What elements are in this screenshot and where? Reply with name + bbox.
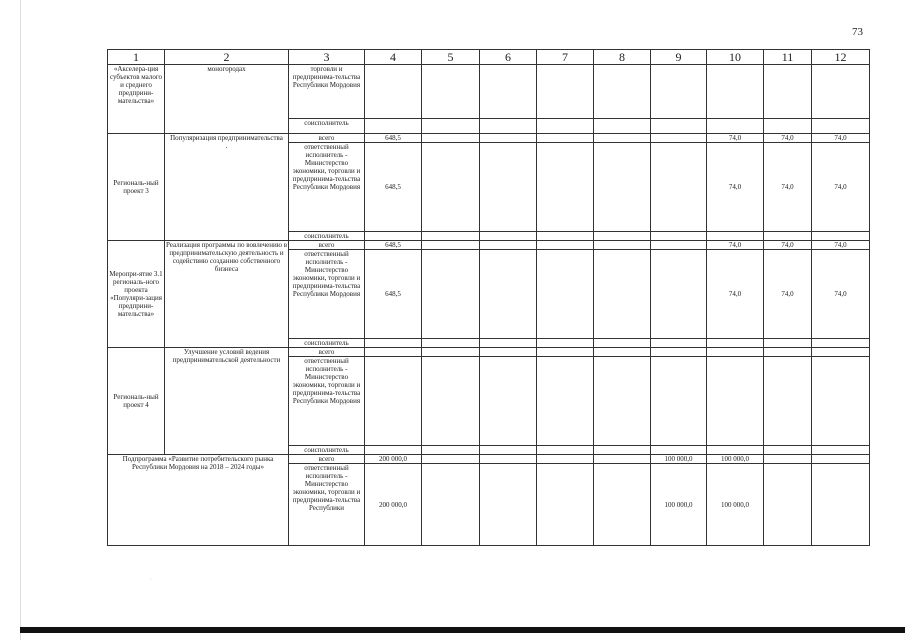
- header-cell: 11: [764, 50, 812, 65]
- value-cell: 648,5: [365, 250, 422, 339]
- value-cell: 200 000,0: [365, 455, 422, 464]
- header-cell: 9: [651, 50, 707, 65]
- value-cell: 74,0: [812, 250, 870, 339]
- coexecutor-cell: соисполнитель: [289, 119, 365, 134]
- executor-cell: ответственный исполнитель - Министерство экономики, торговли и предпринима-тельства Республики Мордовия: [289, 250, 365, 339]
- table-row: [108, 134, 870, 143]
- value-cell: 648,5: [365, 134, 422, 143]
- table-row: [108, 455, 870, 464]
- value-cell: 74,0: [707, 134, 764, 143]
- activity-name-cell: Меропри-ятие 3.1 региональ-ного проекта «Популяри-зация предприни-мательства»: [108, 241, 165, 348]
- value-cell: 74,0: [764, 134, 812, 143]
- value-cell: 648,5: [365, 143, 422, 232]
- scan-edge: [20, 0, 21, 640]
- header-row: [108, 50, 870, 65]
- coexecutor-cell: соисполнитель: [289, 446, 365, 455]
- activity-name-cell: Региональ-ный проект 3: [108, 134, 165, 241]
- table-row: [108, 348, 870, 357]
- total-label-cell: всего: [289, 134, 365, 143]
- total-label-cell: всего: [289, 241, 365, 250]
- value-cell: 100 000,0: [707, 455, 764, 464]
- description-cell: Реализация программы по вовлечению в предпринимательскую деятельность и содействию созданию собственного бизнеса: [165, 241, 289, 348]
- coexecutor-cell: соисполнитель: [289, 232, 365, 241]
- header-cell: 1: [108, 50, 165, 65]
- executor-cell: торговли и предпринима-тельства Республики Мордовия: [289, 65, 365, 119]
- value-cell: 74,0: [812, 241, 870, 250]
- scan-bottom-edge: [20, 627, 905, 633]
- header-cell: 8: [594, 50, 651, 65]
- stray-mark: .: [225, 142, 228, 150]
- header-cell: 12: [812, 50, 870, 65]
- header-cell: 6: [480, 50, 537, 65]
- description-cell: [165, 134, 289, 241]
- activity-name-cell: Региональ-ный проект 4: [108, 348, 165, 455]
- table-row: [108, 241, 870, 250]
- page-number: 73: [852, 26, 863, 38]
- value-cell: 74,0: [812, 143, 870, 232]
- header-cell: 3: [289, 50, 365, 65]
- value-cell: 200 000,0: [365, 464, 422, 546]
- value-cell: 74,0: [764, 250, 812, 339]
- value-cell: 74,0: [764, 241, 812, 250]
- total-label-cell: всего: [289, 455, 365, 464]
- value-cell: 648,5: [365, 241, 422, 250]
- header-cell: 2: [165, 50, 289, 65]
- description-cell: Улучшение условий ведения предпринимательской деятельности: [165, 348, 289, 455]
- executor-cell: ответственный исполнитель - Министерство экономики, торговли и предпринима-тельства Республики Мордовия: [289, 357, 365, 446]
- description-cell: моногородах: [165, 65, 289, 134]
- scan-speck: ·: [150, 577, 152, 583]
- value-cell: 100 000,0: [651, 464, 707, 546]
- total-label-cell: всего: [289, 348, 365, 357]
- value-cell: 74,0: [707, 241, 764, 250]
- value-cell: 74,0: [707, 250, 764, 339]
- table-row: [108, 65, 870, 119]
- value-cell: 74,0: [812, 134, 870, 143]
- value-cell: 74,0: [764, 143, 812, 232]
- subprogram-name-cell: Подпрограмма «Развитие потребительского рынка Республики Мордовия на 2018 – 2024 годы»: [108, 455, 289, 546]
- value-cell: 100 000,0: [707, 464, 764, 546]
- value-cell: 74,0: [707, 143, 764, 232]
- header-cell: 5: [422, 50, 480, 65]
- description-text: Популяризация предпринимательства: [170, 134, 283, 142]
- program-table: [107, 49, 870, 546]
- header-cell: 7: [537, 50, 594, 65]
- header-cell: 10: [707, 50, 764, 65]
- coexecutor-cell: соисполнитель: [289, 339, 365, 348]
- activity-name-cell: «Акселера-ция субъектов малого и среднего предприни-мательства»: [108, 65, 165, 134]
- executor-cell: ответственный исполнитель - Министерство экономики, торговли и предпринима-тельства Республики: [289, 464, 365, 546]
- value-cell: 100 000,0: [651, 455, 707, 464]
- header-cell: 4: [365, 50, 422, 65]
- executor-cell: ответственный исполнитель - Министерство экономики, торговли и предпринима-тельства Республики Мордовия: [289, 143, 365, 232]
